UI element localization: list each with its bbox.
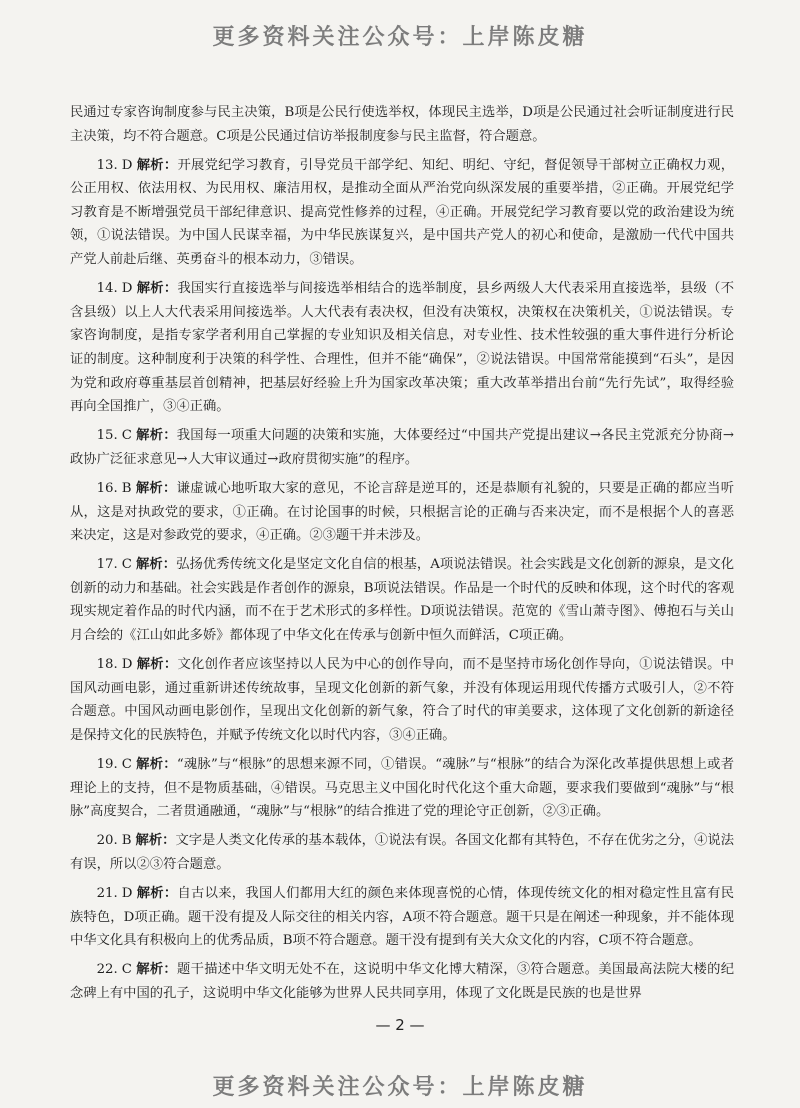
question-number: 15. [96,428,118,444]
question-number: 14. [96,281,118,297]
page-number: — 2 — [375,1016,425,1034]
question-number: 17. [96,557,118,573]
answer-paragraph [70,753,734,824]
document-body [70,101,734,1011]
question-number: 22. [96,962,118,978]
analysis-text: 我国实行直接选举与间接选举相结合的选举制度，县乡两级人大代表采用直接选举，县级（不含县级）以上人大代表采用间接选举。人大代表有表决权，但没有决策权，决策权在决策机关，①说法错误。专家咨询制度，是指专家学者利用自己掌握的专业知识及相关信息，对专业性、技术性较强的重大事件进行分析论证的制度。这种制度利于决策的科学性、合理性，但并不能“确保”，②说法错误。中国常常能摸到“石头”，是因为党和政府尊重基层首创精神，把基层好经验上升为国家改革决策；重大改革举措出台前“先行先试”，取得经验再向全国推广，③④正确。 [70,281,735,415]
answer-letter: D [121,657,133,673]
analysis-text: “魂脉”与“根脉”的思想来源不同，①错误。“魂脉”与“根脉”的结合为深化改革提供思想上或者理论上的支持，但不是物质基础，④错误。马克思主义中国化时代化这个重大命题，要求我们要做到“魂脉”与“根脉”高度契合，二者贯通融通，“魂脉”与“根脉”的结合推进了党的理论守正创新，②③正确。 [70,756,734,820]
question-number: 16. [96,480,118,496]
answer-letter: B [121,480,132,496]
answer-paragraph [70,958,734,1005]
answer-paragraph [70,882,734,953]
analysis-text: 文字是人类文化传承的基本载体，①说法有误。各国文化都有其特色，不存在优劣之分，④说法有误，所以②③符合题意。 [70,833,735,872]
question-number: 20. [96,833,118,849]
watermark-bottom: 更多资料关注公众号：上岸陈皮糖 [212,1075,588,1100]
analysis-label: 解析： [135,428,177,444]
answer-letter: B [121,833,132,849]
answer-paragraph [70,424,734,471]
answer-list [70,154,734,1006]
question-number: 21. [96,885,118,901]
answer-letter: D [121,885,133,901]
answer-letter: C [121,962,132,978]
analysis-label: 解析： [135,480,177,496]
answer-paragraph [70,553,734,647]
answer-paragraph [70,277,734,419]
analysis-text: 我国每一项重大问题的决策和实施，大体要经过“中国共产党提出建议→各民主党派充分协商→政协广泛征求意见→人大审议通过→政府贯彻实施”的程序。 [70,428,734,467]
answer-paragraph [70,477,734,548]
analysis-label: 解析： [136,885,178,901]
answer-letter: D [121,157,133,173]
answer-paragraph [70,154,734,272]
question-number: 13. [96,157,118,173]
analysis-label: 解析： [136,657,178,673]
analysis-label: 解析： [135,833,176,849]
analysis-text: 自古以来，我国人们都用大红的颜色来体现喜悦的心情，体现传统文化的相对稳定性且富有民族特色，D项正确。题干没有提及人际交往的相关内容，A项不符合题意。题干只是在阐述一种现象，并不能体现中华文化具有积极向上的优秀品质，B项不符合题意。题干没有提到有关大众文化的内容，C项不符合题意。 [70,885,735,949]
answer-letter: D [121,281,133,297]
watermark-top: 更多资料关注公众号：上岸陈皮糖 [212,25,588,50]
analysis-text: 题干描述中华文明无处不在，这说明中华文化博大精深，③符合题意。美国最高法院大楼的纪念碑上有中国的孔子，这说明中华文化能够为世界人民共同享用，体现了文化既是民族的也是世界 [70,962,735,1001]
analysis-label: 解析： [135,756,177,772]
analysis-label: 解析： [135,962,178,978]
question-number: 19. [96,756,118,772]
analysis-label: 解析： [135,557,177,573]
answer-letter: C [121,428,132,444]
analysis-label: 解析： [136,281,178,297]
answer-paragraph [70,653,734,747]
question-number: 18. [96,657,118,673]
analysis-label: 解析： [136,157,178,173]
intro-paragraph: 民通过专家咨询制度参与民主决策，B项是公民行使选举权，体现民主选举，D项是公民通过社会听证制度进行民主决策，均不符合题意。C项是公民通过信访举报制度参与民主监督，符合题意。 [70,105,734,144]
analysis-text: 文化创作者应该坚持以人民为中心的创作导向，而不是坚持市场化创作导向，①说法错误。中国风动画电影，通过重新讲述传统故事，呈现文化创新的新气象，并没有体现运用现代传播方式吸引人，②不符合题意。中国风动画电影创作，呈现出文化创新的新气象，符合了时代的审美要求，这体现了文化创新的新途径是保持文化的民族特色，并赋予传统文化以时代内容，③④正确。 [70,657,735,743]
analysis-text: 开展党纪学习教育，引导党员干部学纪、知纪、明纪、守纪，督促领导干部树立正确权力观，公正用权、依法用权、为民用权、廉洁用权，是推动全面从严治党向纵深发展的重要举措，②正确。开展党纪学习教育是不断增强党员干部纪律意识、提高党性修养的过程，④正确。开展党纪学习教育要以党的政治建设为统领，①说法错误。为中国人民谋幸福，为中华民族谋复兴，是中国共产党人的初心和使命，是激励一代代中国共产党人前赴后继、英勇奋斗的根本动力，③错误。 [70,157,735,268]
answer-letter: C [121,756,132,772]
answer-paragraph [70,829,734,876]
answer-letter: C [121,557,132,573]
analysis-text: 弘扬优秀传统文化是坚定文化自信的根基，A项说法错误。社会实践是文化创新的源泉，是文化创新的动力和基础。社会实践是作者创作的源泉，B项说法错误。作品是一个时代的反映和体现，这个时代的客观现实规定着作品的时代内涵，而不在于艺术形式的多样性。D项说法错误。范宽的《雪山萧寺图》、傅抱石与关山月合绘的《江山如此多娇》都体现了中华文化在传承与创新中恒久而鲜活，C项正确。 [70,557,735,643]
analysis-text: 谦虚诚心地听取大家的意见，不论言辞是逆耳的，还是恭顺有礼貌的，只要是正确的都应当听从，这是对执政党的要求，①正确。在讨论国事的时候，只根据言论的正确与否来决定，而不是根据个人的喜恶来决定，这是对参政党的要求，④正确。②③题干并未涉及。 [70,480,734,544]
